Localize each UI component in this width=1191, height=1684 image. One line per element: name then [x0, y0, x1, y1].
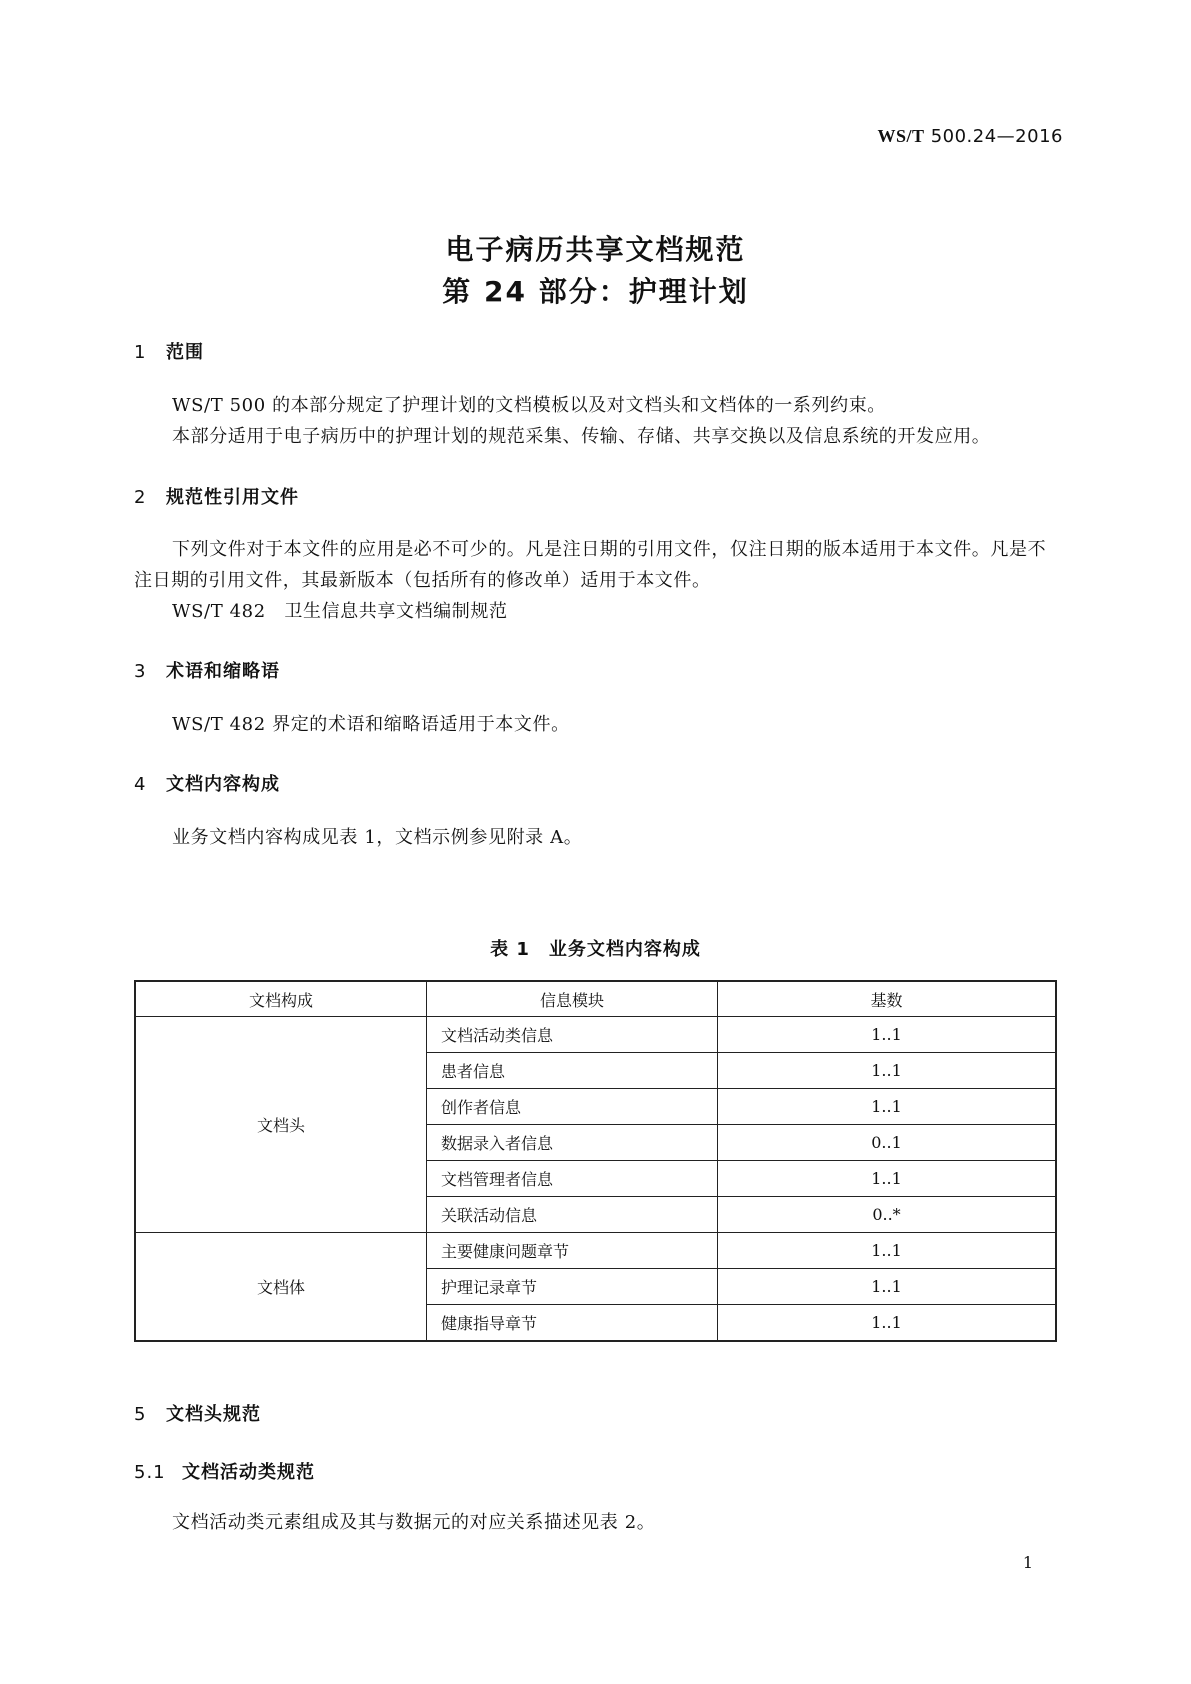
page-number: 1 — [1022, 1553, 1033, 1572]
module-cell: 文档活动类信息 — [427, 1017, 718, 1053]
module-cell: 创作者信息 — [427, 1089, 718, 1125]
paragraph: WS/T 500 的本部分规定了护理计划的文档模板以及对文档头和文档体的一系列约束。 — [172, 395, 886, 416]
table-row — [135, 1017, 1056, 1053]
section-number: 5 — [134, 1404, 147, 1425]
section-title: 文档活动类规范 — [182, 1462, 315, 1483]
cardinality-cell: 0..* — [718, 1197, 1057, 1233]
table-row — [135, 1233, 1056, 1269]
cardinality-cell: 1..1 — [718, 1305, 1057, 1342]
module-cell: 数据录入者信息 — [427, 1125, 718, 1161]
module-cell: 主要健康问题章节 — [427, 1233, 718, 1269]
cardinality-cell: 1..1 — [718, 1089, 1057, 1125]
section-heading-5-1 — [134, 1458, 315, 1484]
section-title: 文档内容构成 — [166, 774, 280, 795]
cardinality-cell: 1..1 — [718, 1053, 1057, 1089]
section-number: 4 — [134, 774, 147, 795]
standard-code: WS/T — [877, 126, 925, 146]
paragraph: 下列文件对于本文件的应用是必不可少的。凡是注日期的引用文件，仅注日期的版本适用于本文件。凡是不注日期的引用文件，其最新版本（包括所有的修改单）适用于本文件。 — [134, 539, 1047, 591]
content-structure-table — [134, 980, 1057, 1342]
cardinality-cell: 0..1 — [718, 1125, 1057, 1161]
standard-number — [877, 126, 1063, 147]
cardinality-cell: 1..1 — [718, 1017, 1057, 1053]
reference-item: WS/T 482 卫生信息共享文档编制规范 — [172, 601, 508, 622]
section-title: 范围 — [166, 342, 204, 363]
section-title: 术语和缩略语 — [166, 661, 280, 682]
module-cell: 文档管理者信息 — [427, 1161, 718, 1197]
group-cell: 文档体 — [135, 1233, 427, 1342]
document-title: 电子病历共享文档规范 — [445, 233, 746, 266]
module-cell: 关联活动信息 — [427, 1197, 718, 1233]
section-number: 2 — [134, 487, 147, 508]
section-number: 3 — [134, 661, 147, 682]
section-title: 规范性引用文件 — [166, 487, 299, 508]
section-heading-3 — [134, 657, 280, 683]
module-cell: 患者信息 — [427, 1053, 718, 1089]
column-header: 文档构成 — [135, 981, 427, 1017]
column-header: 基数 — [718, 981, 1057, 1017]
section-heading-2 — [134, 483, 299, 509]
table-header-row — [135, 981, 1056, 1017]
section-number: 5.1 — [134, 1462, 166, 1483]
section-heading-1 — [134, 338, 204, 364]
paragraph: WS/T 482 界定的术语和缩略语适用于本文件。 — [172, 714, 570, 735]
module-cell: 健康指导章节 — [427, 1305, 718, 1342]
cardinality-cell: 1..1 — [718, 1161, 1057, 1197]
paragraph: 文档活动类元素组成及其与数据元的对应关系描述见表 2。 — [172, 1512, 656, 1533]
column-header: 信息模块 — [427, 981, 718, 1017]
paragraph: 本部分适用于电子病历中的护理计划的规范采集、传输、存储、共享交换以及信息系统的开发应用。 — [172, 426, 991, 447]
section-number: 1 — [134, 342, 147, 363]
standard-version: 500.24—2016 — [930, 126, 1063, 147]
cardinality-cell: 1..1 — [718, 1233, 1057, 1269]
document-subtitle: 第 24 部分：护理计划 — [442, 275, 749, 308]
cardinality-cell: 1..1 — [718, 1269, 1057, 1305]
table-caption: 表 1 业务文档内容构成 — [490, 939, 701, 960]
section-title: 文档头规范 — [166, 1404, 261, 1425]
section-heading-4 — [134, 770, 280, 796]
module-cell: 护理记录章节 — [427, 1269, 718, 1305]
section-heading-5 — [134, 1400, 261, 1426]
group-cell: 文档头 — [135, 1017, 427, 1233]
paragraph: 业务文档内容构成见表 1，文档示例参见附录 A。 — [172, 827, 583, 848]
